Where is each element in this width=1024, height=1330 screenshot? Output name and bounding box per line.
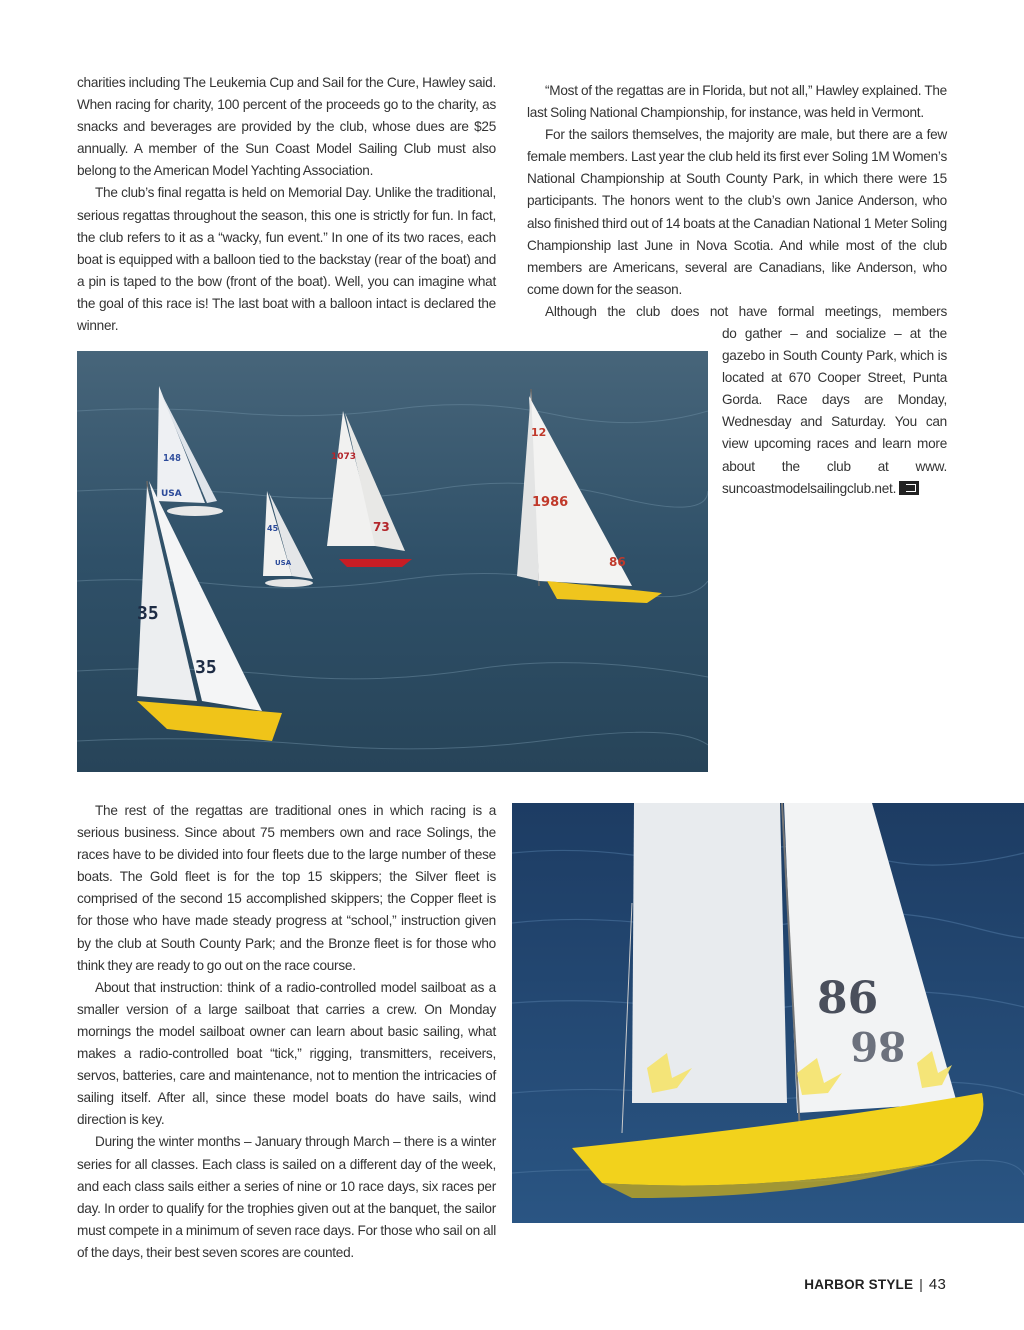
sailboat-closeup-illustration	[512, 803, 1024, 1223]
paragraph: The club’s final regatta is held on Memorial Day. Unlike the traditional, serious regattas throughout the season, this one is strictly for fun. In fact, the club refers to it as a “wacky, fun event.” In one of its two races, each boat is equipped with a balloon tied to the backstay (rear of the boat) and a pin is taped to the bow (front of the boat). Well, you can imagine what the goal of this race is! The last boat with a balloon intact is declared the winner.	[77, 185, 496, 334]
sail-number-148: 148	[163, 453, 182, 464]
paragraph: The rest of the regattas are traditional ones in which racing is a serious business. Since about 75 members own and race Solings, the races have to be divided into four fleets due to the large number of these boats. The Gold fleet is for the top 15 skippers; the Silver fleet is comprised of the second 15 accomplished skippers; the Copper fleet is for those who have made steady progress at “school,” instruction given by the club at South County Park; and the Bronze fleet is for those who think they are ready to go out on the race course.	[77, 803, 496, 973]
sail-number-1986: 1986	[532, 495, 569, 510]
sail-number-35: 35	[137, 603, 159, 624]
article-column-right-wrap	[722, 323, 947, 500]
footer-separator: |	[919, 1277, 923, 1292]
paragraph: During the winter months – January through March – there is a winter series for all classes. Each class is sailed on a different day of the week, and each class sails either a series of nine or 10 race days, six races per day. In order to qualify for the trophies given out at the banquet, the sailor must compete in a minimum of seven race days. For those who sail on all of the days, their best seven scores are counted.	[77, 1134, 496, 1260]
paragraph: About that instruction: think of a radio-controlled model sailboat as a smaller version of a large sailboat that carries a crew. On Monday mornings the model sailboat owner can learn about basic sailing, what makes a radio-controlled boat “tick,” rigging, transmitters, receivers, servos, batteries, care and maintenance, not to mention the intricacies of sailing itself. After all, since these model boats do have sails, wind direction is key.	[77, 979, 496, 1128]
article-column-right-top	[527, 80, 947, 323]
article-column-left-top	[77, 72, 496, 337]
paragraph: do gather – and socialize – at the gazebo in South County Park, which is located at 670 Cooper Street, Punta Gorda. Race days are Monday, Wednesday and Saturday. You can view upcoming races and learn more about the club at www. suncoastmodelsailingclub.net.	[722, 326, 947, 496]
sail-number-73: 73	[373, 520, 390, 534]
end-mark-icon	[899, 481, 919, 495]
jib-sail	[632, 803, 787, 1103]
regatta-illustration	[77, 351, 708, 772]
paragraph: charities including The Leukemia Cup and Sail for the Cure, Hawley said. When racing for charity, 100 percent of the proceeds go to the charity, as snacks and beverages are provided by the club, whose dues are $25 annually. A member of the Sun Coast Model Sailing Club must also belong to the American Model Yachting Association.	[77, 75, 496, 179]
sail-number-86: 86	[609, 555, 626, 569]
paragraph: For the sailors themselves, the majority are male, but there are a few female members. Last year the club held its first ever Soling 1M Women’s National Championship at South County Park, in which there were 15 participants. The honors went to the club’s own Janice Anderson, who also finished third out of 14 boats at the Canadian National 1 Meter Soling Championship last June in Nova Scotia. And while most of the club members are Americans, several are Canadians, like Anderson, who come down for the season.	[527, 127, 947, 297]
publication-name: HARBOR STYLE	[804, 1277, 914, 1292]
sail-number-86-reverse: 86	[850, 1022, 906, 1069]
paragraph-end	[722, 323, 947, 500]
page-number: 43	[928, 1276, 946, 1293]
sail-number-12: 12	[531, 426, 547, 439]
sail-number-35: 35	[195, 657, 217, 678]
sail-number-1073: 1073	[331, 452, 357, 462]
page-footer	[804, 1276, 946, 1293]
article-column-left-bottom	[77, 800, 496, 1264]
paragraph: Although the club does not have formal meetings, members	[545, 303, 947, 319]
sail-country-usa: USA	[275, 559, 292, 567]
sail-number-86: 86	[817, 973, 879, 1024]
paragraph: “Most of the regattas are in Florida, but not all,” Hawley explained. The last Soling National Championship, for instance, was held in Vermont.	[527, 83, 947, 121]
sail-number-45: 45	[267, 524, 279, 533]
photo-sailboat-86	[512, 803, 1024, 1223]
sail-country-usa: USA	[161, 489, 182, 499]
photo-regatta-boats	[77, 351, 708, 772]
